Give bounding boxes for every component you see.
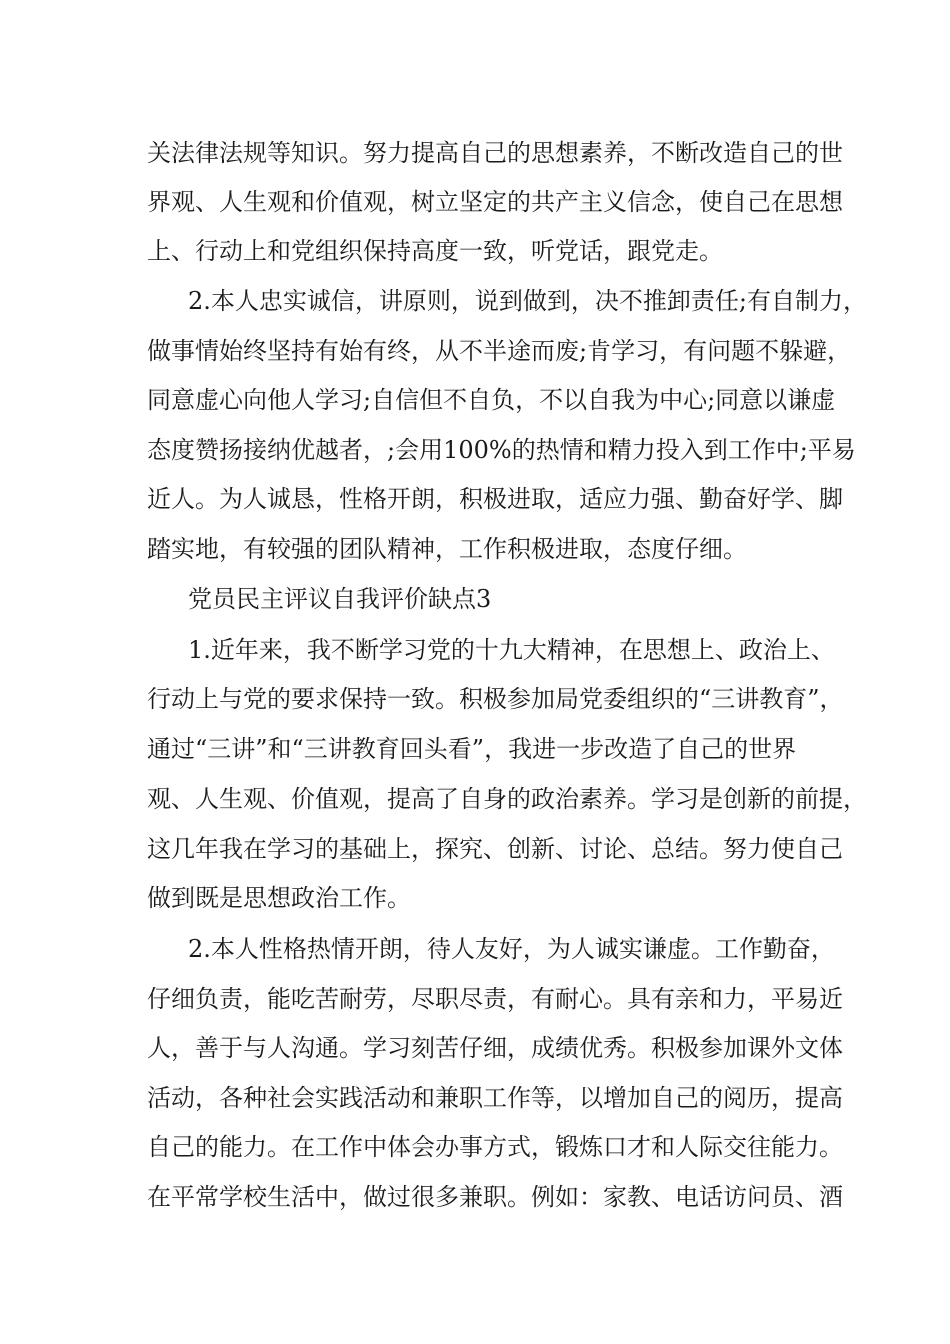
text-line: 做事情始终坚持有始有终，从不半途而废;肯学习，有问题不躲避， (147, 337, 852, 365)
text-line: 同意虚心向他人学习;自信但不自负，不以自我为中心;同意以谦虚 (147, 386, 836, 414)
text-line: 自己的能力。在工作中体会办事方式，锻炼口才和人际交往能力。 (147, 1133, 843, 1161)
text-line: 态度赞扬接纳优越者，;会用100%的热情和精力投入到工作中;平易 (147, 436, 856, 464)
text-line: 行动上与党的要求保持一致。积极参加局党委组织的“三讲教育”， (147, 685, 844, 713)
text-line: 关法律法规等知识。努力提高自己的思想素养，不断改造自己的世 (147, 139, 843, 167)
text-line: 上、行动上和党组织保持高度一致，听党话，跟党走。 (147, 237, 723, 265)
paragraph-start-line: 2.本人性格热情开朗，待人友好，为人诚实谦虚。工作勤奋， (188, 935, 835, 963)
text-line: 近人。为人诚恳，性格开朗，积极进取，适应力强、勤奋好学、脚 (147, 485, 843, 513)
text-line: 活动，各种社会实践活动和兼职工作等，以增加自己的阅历，提高 (147, 1084, 843, 1112)
text-line: 这几年我在学习的基础上，探究、创新、讨论、总结。努力使自己 (147, 835, 843, 863)
paragraph-start-line: 1.近年来，我不断学习党的十九大精神，在思想上、政治上、 (188, 636, 835, 664)
text-line: 界观、人生观和价值观，树立坚定的共产主义信念，使自己在思想 (147, 188, 843, 216)
text-line: 做到既是思想政治工作。 (147, 884, 411, 912)
text-line: 通过“三讲”和“三讲教育回头看”，我进一步改造了自己的世界 (147, 735, 797, 763)
text-line: 仔细负责，能吃苦耐劳，尽职尽责，有耐心。具有亲和力，平易近 (147, 985, 843, 1013)
text-line: 在平常学校生活中，做过很多兼职。例如：家教、电话访问员、酒 (147, 1183, 843, 1211)
section-heading: 党员民主评议自我评价缺点3 (188, 585, 492, 613)
text-line: 观、人生观、价值观，提高了自身的政治素养。学习是创新的前提， (147, 785, 867, 813)
paragraph-start-line: 2.本人忠实诚信，讲原则，说到做到，决不推卸责任;有自制力， (188, 287, 867, 315)
text-line: 人，善于与人沟通。学习刻苦仔细，成绩优秀。积极参加课外文体 (147, 1034, 843, 1062)
text-line: 踏实地，有较强的团队精神，工作积极进取，态度仔细。 (147, 535, 747, 563)
